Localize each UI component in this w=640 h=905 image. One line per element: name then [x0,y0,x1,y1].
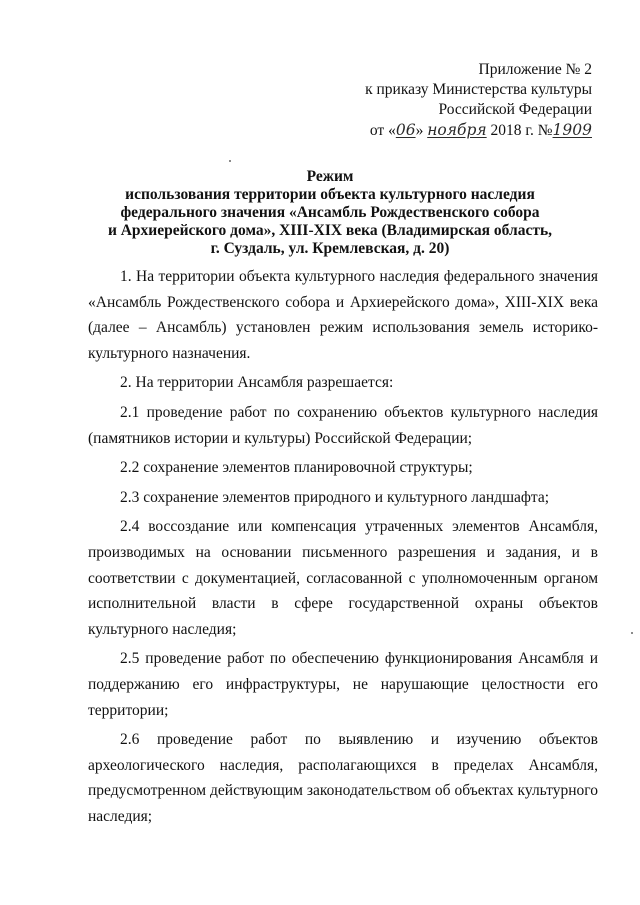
paragraph: 2.4 воссоздание или компенсация утраченных элементов Ансамбля, производимых на основании письменного разрешения и задания, и в соответствии с документацией, согласованной с уполномоченным органом исполнительной власти в сфере государственной охраны объектов культурного наследия; [88,518,598,638]
annex-header [292,60,592,141]
number-prefix: № [537,122,553,139]
date-prefix: от « [369,122,396,139]
title-line: федерального значения «Ансамбль Рождественского собора [120,204,540,221]
date-mid: » [415,122,424,139]
title-line: и Архиерейского дома», XIII-XIX века (Владимирская область, [107,222,553,239]
paragraph: 2.2 сохранение элементов планировочной структуры; [120,459,473,477]
handwritten-month: ноября [427,121,487,139]
annex-order-ref: к приказу Министерства культуры [365,81,592,98]
scan-speck [631,632,633,634]
title-line: использования территории объекта культурного наследия [125,186,535,203]
document-body [88,264,598,833]
date-year: 2018 г. [490,122,534,139]
title-line: Режим [306,168,354,185]
annex-authority: Российской Федерации [438,101,592,118]
paragraph: 1. На территории объекта культурного наследия федерального значения «Ансамбль Рождественского собора и Архиерейского дома», XIII-XIX века (далее – Ансамбль) установлен режим использования земель историко-культурного назначения. [88,268,598,362]
paragraph: 2. На территории Ансамбля разрешается: [120,374,394,392]
annex-date-line [292,120,592,141]
scan-speck [229,160,231,162]
paragraph: 2.6 проведение работ по выявлению и изучению объектов археологического наследия, располагающихся в пределах Ансамбля, предусмотренном действующим законодательством об объектах культурного наследия; [88,731,598,825]
paragraph: 2.1 проведение работ по сохранению объектов культурного наследия (памятников истории и культуры) Российской Федерации; [88,403,598,447]
annex-number: Приложение № 2 [478,61,592,78]
title-line: г. Суздаль, ул. Кремлевская, д. 20) [210,240,450,257]
paragraph: 2.3 сохранение элементов природного и культурного ландшафта; [120,488,550,506]
document-title [95,168,565,258]
paragraph: 2.5 проведение работ по обеспечению функционирования Ансамбля и поддержанию его инфраструктуры, не нарушающие целостности его территории; [88,650,598,719]
handwritten-day: 06 [395,121,416,139]
handwritten-order-number: 1909 [552,121,592,139]
